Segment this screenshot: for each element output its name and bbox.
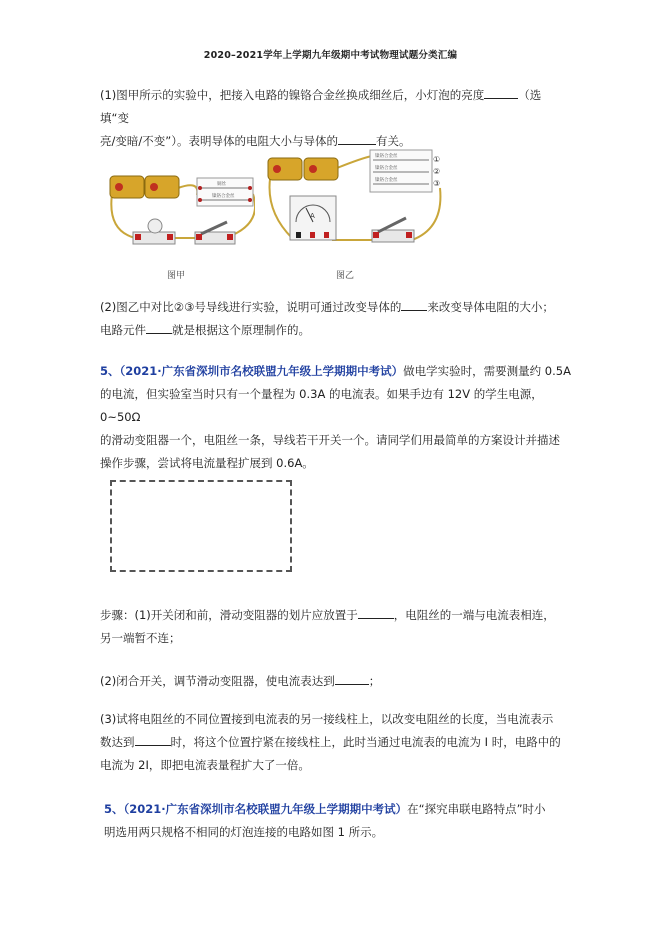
step-1-line-2: 另一端暂不连；: [100, 631, 181, 645]
page-header: 2020–2021学年上学期九年级期中考试物理试题分类汇编: [203, 50, 458, 61]
step-3-line-1: (3)试将电阻丝的不同位置接到电流表的另一接线柱上，以改变电阻丝的长度，当电流表示: [100, 712, 554, 726]
q1-text-2-tail: 有关。: [375, 134, 411, 148]
question-2-line-2: [100, 319, 570, 342]
answer-blank[interactable]: [358, 606, 394, 619]
q2-text: (2)图乙中对比②③号导线进行实验，说明可通过改变导体的: [100, 300, 402, 314]
problem-5b: [104, 798, 580, 844]
problem-5a-line-4: 操作步骤，尝试将电流量程扩展到 0.6A。: [100, 456, 314, 470]
wire-label-2: 镍铬合金丝: [375, 166, 398, 171]
question-2: [100, 296, 570, 342]
question-1: [100, 84, 570, 153]
q2-text-tail: 来改变导体电阻的大小；: [427, 300, 554, 314]
q2-text-2: 电路元件: [100, 323, 146, 337]
step-2: [100, 670, 576, 693]
circuit-drawing-box[interactable]: [110, 480, 292, 572]
problem-source: （2021·广东省深圳市名校联盟九年级上学期期中考试）: [119, 364, 404, 378]
wire-label-copper: 铜丝: [217, 182, 226, 187]
problem-5a: [100, 360, 576, 475]
wire-label-nichrome: 镍铬合金丝: [212, 194, 235, 199]
q2-text-2-tail: 就是根据这个原理制作的。: [172, 323, 310, 337]
wire-label-1: 镍铬合金丝: [375, 154, 398, 159]
problem-number: 5、: [104, 802, 124, 816]
figure-jia-circuit: [105, 170, 255, 280]
step-3-tail: 时，将这个位置拧紧在接线柱上，此时当通过电流表的电流为 I 时，电路中的: [170, 735, 561, 749]
step-2-text: (2)闭合开关，调节滑动变阻器，使电流表达到: [100, 674, 335, 688]
q1-text: (1)图甲所示的实验中，把接入电路的镍铬合金丝换成细丝后，小灯泡的亮度: [100, 88, 485, 102]
step-2-tail: ；: [368, 674, 381, 688]
answer-blank[interactable]: [135, 733, 171, 746]
answer-blank[interactable]: [338, 132, 376, 145]
problem-5a-line-2: 的电流，但实验室当时只有一个量程为 0.3A 的电流表。如果手边有 12V 的学生电源，0~50Ω: [100, 387, 543, 424]
problem-5a-line-3: 的滑动变阻器一个，电阻丝一条，导线若干开关一个。请同学们用最简单的方案设计并描述: [100, 433, 560, 447]
problem-5a-line-1: [100, 360, 576, 383]
wire-label-3: 镍铬合金丝: [375, 178, 398, 183]
steps-section: [100, 604, 576, 650]
step-1-text: 步骤：(1)开关闭和前，滑动变阻器的划片应放置于: [100, 608, 358, 622]
step-1-tail: ，电阻丝的一端与电流表相连，: [393, 608, 555, 622]
wire-number-3: ③: [433, 179, 441, 188]
step-3: [100, 708, 576, 777]
ammeter-label: A: [310, 212, 315, 220]
problem-number: 5、: [100, 364, 120, 378]
problem-text: 在“探究串联电路特点”时小: [407, 802, 546, 816]
step-3-line-3: 电流为 2I，即把电流表量程扩大了一倍。: [100, 758, 310, 772]
problem-5b-line-1: [104, 798, 580, 821]
wire-number-1: ①: [433, 155, 441, 164]
q1-text-2: 亮/变暗/不变”）。表明导体的电阻大小与导体的: [100, 134, 338, 148]
step-3-line-2: [100, 731, 576, 754]
answer-blank[interactable]: [484, 86, 518, 99]
problem-source: （2021·广东省深圳市名校联盟九年级上学期期中考试）: [123, 802, 408, 816]
wire-number-2: ②: [433, 167, 441, 176]
answer-blank[interactable]: [146, 321, 172, 334]
figure-yi-circuit: [262, 148, 444, 272]
figure-yi-caption: 图乙: [336, 271, 355, 281]
step-3-text: 数达到: [100, 735, 135, 749]
question-2-line-1: [100, 296, 570, 319]
figure-jia-caption: 图甲: [167, 271, 186, 281]
problem-5b-line-2: 明选用两只规格不相同的灯泡连接的电路如图 1 所示。: [104, 825, 384, 839]
question-1-line-1: [100, 84, 570, 130]
answer-blank[interactable]: [401, 298, 427, 311]
q1-text-tail: （选填“变: [100, 88, 542, 125]
answer-blank[interactable]: [335, 672, 369, 685]
step-1-line-1: [100, 604, 576, 627]
problem-text: 做电学实验时，需要测量约 0.5A: [403, 364, 571, 378]
